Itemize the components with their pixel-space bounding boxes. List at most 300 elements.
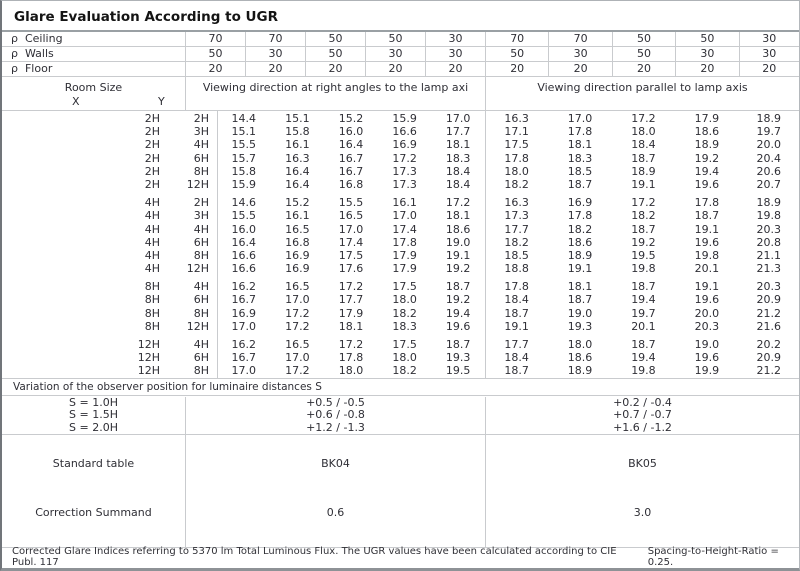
- right-angles-group-header: Viewing direction at right angles to the lamp axi: [185, 77, 485, 110]
- ugr-value: 17.3: [392, 177, 417, 191]
- ugr-value: 18.3: [567, 151, 593, 165]
- ugr-value: 18.7: [567, 177, 593, 191]
- ugr-value: 18.5: [567, 164, 593, 178]
- ugr-value: 19.1: [694, 280, 720, 294]
- ugr-value: 17.8: [694, 196, 720, 210]
- ugr-value: 18.6: [694, 125, 720, 139]
- ugr-value: 18.7: [694, 209, 720, 223]
- variation-values-right-angles: [185, 397, 485, 435]
- ugr-value: 19.4: [445, 306, 471, 320]
- ugr-value: 18.5: [504, 248, 529, 262]
- ugr-table-row: [2, 364, 799, 377]
- ugr-value: 17.9: [338, 306, 364, 320]
- ugr-value: 18.7: [567, 293, 593, 307]
- ugr-value: 18.9: [567, 248, 593, 262]
- ugr-value: 20.3: [756, 222, 782, 236]
- ugr-value: 19.5: [445, 364, 471, 378]
- ugr-value: 16.4: [285, 164, 310, 178]
- reflectance-value: 30: [675, 47, 738, 61]
- ugr-value: 19.8: [756, 209, 782, 223]
- ugr-table-row: [2, 262, 799, 275]
- ugr-value: 16.8: [338, 177, 364, 191]
- room-size-label: Room Size: [64, 81, 123, 94]
- ugr-value: 21.3: [756, 262, 782, 276]
- ugr-value: 18.0: [392, 293, 417, 307]
- reflectance-value: 30: [739, 32, 799, 46]
- ugr-value: 20.0: [756, 138, 782, 152]
- room-size-y: 8H: [193, 364, 209, 378]
- ugr-value: 19.3: [567, 319, 593, 333]
- ugr-value: 17.2: [445, 196, 471, 210]
- room-size-y: 6H: [193, 235, 209, 249]
- ugr-table-row: [2, 307, 799, 320]
- ugr-value: 17.8: [392, 235, 417, 249]
- ugr-value: 18.3: [392, 319, 417, 333]
- ugr-value: 16.1: [285, 138, 310, 152]
- ugr-value: 20.2: [756, 338, 782, 351]
- ugr-value: 17.0: [231, 364, 257, 378]
- ugr-value: 16.4: [338, 138, 364, 152]
- ugr-table-row: [2, 152, 799, 165]
- correction-summand-label: Correction Summand: [35, 505, 152, 519]
- ugr-value: 17.2: [285, 306, 310, 320]
- ugr-value: 16.6: [231, 262, 257, 276]
- ugr-value: 15.1: [285, 112, 310, 125]
- ugr-value: 16.7: [338, 151, 364, 165]
- ugr-value: 15.9: [231, 177, 257, 191]
- ugr-value: 15.5: [231, 209, 257, 223]
- ugr-value: 20.7: [756, 177, 782, 191]
- room-size-y: 3H: [193, 209, 209, 223]
- ugr-value: 17.3: [392, 164, 417, 178]
- ugr-value: 18.7: [504, 364, 529, 378]
- room-size-x: 4H: [144, 235, 160, 249]
- ugr-value: 20.6: [756, 164, 782, 178]
- ugr-table-row: [2, 165, 799, 178]
- ugr-value: 17.2: [631, 112, 656, 125]
- footer-note: [2, 548, 799, 567]
- reflectance-value: 20: [739, 62, 799, 76]
- reflectance-value: 20: [245, 62, 305, 76]
- variation-delta-right-angles: +0.6 / -0.8: [306, 408, 365, 422]
- room-size-x: 2H: [144, 125, 160, 139]
- room-size-y: 4H: [193, 338, 209, 351]
- ugr-table-row: [2, 138, 799, 151]
- ugr-value: 20.9: [756, 351, 782, 365]
- variation-delta-right-angles: +1.2 / -1.3: [306, 420, 365, 434]
- ugr-value: 18.7: [631, 151, 656, 165]
- ugr-value: 17.8: [567, 125, 593, 139]
- ugr-value: 19.1: [445, 248, 471, 262]
- room-size-x: 12H: [137, 338, 160, 351]
- ugr-value: 21.2: [756, 364, 782, 378]
- ugr-value: 16.3: [504, 112, 529, 125]
- ugr-value: 18.1: [567, 138, 593, 152]
- standard-table-row: [2, 435, 799, 493]
- room-size-x: 4H: [144, 222, 160, 236]
- ugr-value: 15.5: [338, 196, 364, 210]
- ugr-value: 15.8: [231, 164, 257, 178]
- ugr-value: 18.4: [445, 177, 471, 191]
- ugr-value: 16.1: [392, 196, 417, 210]
- ugr-table-row: [2, 223, 799, 236]
- ugr-table-row: [2, 236, 799, 249]
- room-size-y: 12H: [186, 262, 209, 276]
- ugr-value: 18.1: [445, 138, 471, 152]
- reflectance-value: 30: [245, 47, 305, 61]
- ugr-value: 19.0: [445, 235, 471, 249]
- reflectance-row: [2, 32, 799, 47]
- reflectance-value: 70: [485, 32, 548, 46]
- room-size-x: 8H: [144, 306, 160, 320]
- reflectance-value: 20: [485, 62, 548, 76]
- ugr-value: 17.8: [504, 280, 529, 294]
- variation-values-parallel: [485, 397, 799, 435]
- ugr-value: 16.2: [231, 280, 257, 294]
- room-size-x: 2H: [144, 164, 160, 178]
- ugr-table-row: [2, 351, 799, 364]
- ugr-value: 16.9: [285, 248, 310, 262]
- reflectance-value: 70: [245, 32, 305, 46]
- ugr-value: 15.5: [231, 138, 257, 152]
- ugr-value: 17.7: [338, 293, 364, 307]
- ugr-table-row: [2, 249, 799, 262]
- reflectance-value: 20: [185, 62, 245, 76]
- reflectance-value: 20: [612, 62, 675, 76]
- ugr-value: 18.7: [631, 222, 656, 236]
- ugr-value: 17.7: [504, 222, 529, 236]
- ugr-value: 16.0: [231, 222, 257, 236]
- room-size-x: 2H: [144, 177, 160, 191]
- room-size-y: 8H: [193, 306, 209, 320]
- ugr-value: 17.4: [392, 222, 417, 236]
- variation-table: [2, 396, 799, 435]
- ugr-value: 19.7: [631, 306, 656, 320]
- ugr-value: 18.0: [504, 164, 529, 178]
- ugr-table-row: [2, 338, 799, 351]
- reflectance-table: [2, 32, 799, 77]
- ugr-value: 15.2: [338, 112, 364, 125]
- room-size-y: 3H: [193, 125, 209, 139]
- room-size-y: 2H: [193, 196, 209, 210]
- room-size-x: 8H: [144, 293, 160, 307]
- room-size-x: 12H: [137, 364, 160, 378]
- ugr-value: 20.1: [631, 319, 656, 333]
- ugr-value: 19.6: [694, 293, 720, 307]
- ugr-value: 17.6: [338, 262, 364, 276]
- variation-distance-label: S = 2.0H: [69, 420, 118, 434]
- room-size-y: 6H: [193, 293, 209, 307]
- ugr-value: 16.7: [231, 351, 257, 365]
- ugr-table-row: [2, 209, 799, 222]
- ugr-table-row: [2, 196, 799, 209]
- variation-delta-parallel: +1.6 / -1.2: [613, 420, 672, 434]
- ugr-value: 17.0: [445, 112, 471, 125]
- ugr-value: 19.6: [694, 177, 720, 191]
- reflectance-value: 30: [425, 32, 485, 46]
- ugr-value: 16.9: [231, 306, 257, 320]
- room-size-x: 4H: [144, 209, 160, 223]
- ugr-value: 21.1: [756, 248, 782, 262]
- ugr-value: 17.2: [285, 364, 310, 378]
- ugr-value: 16.9: [285, 262, 310, 276]
- ugr-value: 18.4: [504, 293, 529, 307]
- room-size-x: 8H: [144, 280, 160, 294]
- ugr-value: 20.4: [756, 151, 782, 165]
- ugr-table-row: [2, 125, 799, 138]
- ugr-value: 19.8: [631, 364, 656, 378]
- ugr-value: 20.1: [694, 262, 720, 276]
- ugr-value: 17.4: [338, 235, 364, 249]
- ugr-value: 19.0: [567, 306, 593, 320]
- room-size-x: 4H: [144, 262, 160, 276]
- reflectance-row: [2, 62, 799, 77]
- ugr-value: 17.5: [392, 338, 417, 351]
- room-size-y: 4H: [193, 280, 209, 294]
- ugr-value: 17.0: [338, 222, 364, 236]
- ugr-table-row: [2, 293, 799, 306]
- ugr-value: 19.6: [445, 319, 471, 333]
- room-size-x: 4H: [144, 248, 160, 262]
- ugr-value: 17.5: [338, 248, 364, 262]
- ugr-value: 19.5: [631, 248, 656, 262]
- ugr-value: 19.6: [694, 351, 720, 365]
- ugr-value: 17.5: [392, 280, 417, 294]
- reflectance-value: 50: [612, 32, 675, 46]
- variation-labels: [2, 397, 185, 435]
- ugr-value: 18.7: [631, 280, 656, 294]
- ugr-value: 16.3: [285, 151, 310, 165]
- ugr-value: 18.7: [445, 338, 471, 351]
- room-size-y: 8H: [193, 164, 209, 178]
- ugr-value: 15.2: [285, 196, 310, 210]
- ugr-value: 18.7: [445, 280, 471, 294]
- ugr-value: 16.4: [285, 177, 310, 191]
- ugr-value: 17.2: [392, 151, 417, 165]
- ugr-value: 19.4: [631, 351, 656, 365]
- ugr-value: 19.2: [445, 293, 471, 307]
- ugr-value: 21.2: [756, 306, 782, 320]
- room-size-y: 4H: [193, 222, 209, 236]
- ugr-value: 17.2: [338, 280, 364, 294]
- ugr-value: 19.9: [694, 364, 720, 378]
- reflectance-row: [2, 47, 799, 62]
- ugr-value: 19.2: [445, 262, 471, 276]
- ugr-value: 17.2: [631, 196, 656, 210]
- ugr-value: 19.4: [694, 164, 720, 178]
- reflectance-value: 20: [365, 62, 425, 76]
- x-column-label: X: [72, 95, 80, 108]
- room-size-x: 12H: [137, 351, 160, 365]
- ugr-row-group: [2, 196, 799, 275]
- ugr-value: 16.4: [231, 235, 257, 249]
- variation-section-title: Variation of the observer position for luminaire distances S: [2, 379, 799, 396]
- ugr-value: 20.0: [694, 306, 720, 320]
- ugr-value: 15.8: [285, 125, 310, 139]
- room-size-x: 4H: [144, 196, 160, 210]
- ugr-value: 19.8: [631, 262, 656, 276]
- footer-ratio: Spacing-to-Height-Ratio = 0.25.: [647, 546, 779, 569]
- ugr-value: 19.1: [631, 177, 656, 191]
- variation-delta-parallel: +0.2 / -0.4: [613, 395, 672, 409]
- ugr-table-row: [2, 112, 799, 125]
- standard-table-value-right: BK05: [485, 435, 799, 493]
- ugr-value: 18.9: [567, 364, 593, 378]
- room-size-y: 6H: [193, 351, 209, 365]
- room-size-x: 2H: [144, 138, 160, 152]
- ugr-value: 18.4: [631, 138, 656, 152]
- room-size-header: [2, 77, 185, 110]
- variation-delta-parallel: +0.7 / -0.7: [613, 408, 672, 422]
- reflectance-value: 30: [425, 47, 485, 61]
- ugr-value: 18.2: [392, 306, 417, 320]
- ugr-value: 15.9: [392, 112, 417, 125]
- ugr-value: 19.3: [445, 351, 471, 365]
- ugr-value: 19.1: [694, 222, 720, 236]
- ugr-value: 17.7: [445, 125, 471, 139]
- ugr-value: 17.0: [285, 351, 310, 365]
- ugr-value: 18.9: [631, 164, 656, 178]
- reflectance-label: ρ Ceiling: [11, 32, 63, 45]
- ugr-value: 19.2: [631, 235, 656, 249]
- ugr-table-row: [2, 280, 799, 293]
- ugr-value: 18.2: [392, 364, 417, 378]
- correction-summand-value-right: 3.0: [485, 493, 799, 547]
- ugr-value: 16.0: [338, 125, 364, 139]
- ugr-value: 16.6: [231, 248, 257, 262]
- reflectance-value: 50: [485, 47, 548, 61]
- ugr-value: 16.5: [285, 280, 310, 294]
- ugr-value: 18.9: [694, 138, 720, 152]
- ugr-table: [2, 111, 799, 379]
- ugr-value: 19.6: [694, 235, 720, 249]
- ugr-value: 17.3: [504, 209, 529, 223]
- room-size-y: 2H: [193, 112, 209, 125]
- ugr-value: 18.1: [445, 209, 471, 223]
- ugr-value: 20.8: [756, 235, 782, 249]
- ugr-value: 17.8: [567, 209, 593, 223]
- ugr-value: 15.1: [231, 125, 257, 139]
- reflectance-value: 30: [548, 47, 611, 61]
- reflectance-value: 50: [305, 47, 365, 61]
- ugr-value: 18.0: [392, 351, 417, 365]
- ugr-value: 17.5: [504, 138, 529, 152]
- room-size-y: 4H: [193, 138, 209, 152]
- ugr-value: 15.7: [231, 151, 257, 165]
- ugr-value: 18.1: [338, 319, 364, 333]
- ugr-value: 18.6: [567, 235, 593, 249]
- ugr-table-row: [2, 320, 799, 333]
- ugr-value: 20.3: [756, 280, 782, 294]
- ugr-value: 19.1: [504, 319, 529, 333]
- correction-summand-value-left: 0.6: [185, 493, 485, 547]
- ugr-value: 21.6: [756, 319, 782, 333]
- room-size-y: 8H: [193, 248, 209, 262]
- ugr-value: 18.7: [504, 306, 529, 320]
- reflectance-value: 50: [305, 32, 365, 46]
- ugr-value: 18.4: [445, 164, 471, 178]
- ugr-value: 19.0: [694, 338, 720, 351]
- ugr-value: 17.8: [338, 351, 364, 365]
- ugr-value: 18.9: [756, 196, 782, 210]
- ugr-value: 18.2: [567, 222, 593, 236]
- ugr-value: 16.3: [504, 196, 529, 210]
- title-bar: [2, 1, 799, 32]
- ugr-value: 19.4: [631, 293, 656, 307]
- variation-delta-right-angles: +0.5 / -0.5: [306, 395, 365, 409]
- ugr-value: 18.2: [504, 235, 529, 249]
- ugr-value: 18.0: [631, 125, 656, 139]
- ugr-value: 18.3: [445, 151, 471, 165]
- ugr-value: 19.8: [694, 248, 720, 262]
- ugr-value: 16.2: [231, 338, 257, 351]
- room-size-x: 8H: [144, 319, 160, 333]
- variation-distance-label: S = 1.0H: [69, 395, 118, 409]
- reflectance-value: 30: [365, 47, 425, 61]
- ugr-value: 18.6: [567, 351, 593, 365]
- standard-table-value-left: BK04: [185, 435, 485, 493]
- variation-distance-label: S = 1.5H: [69, 408, 118, 422]
- ugr-value: 18.6: [445, 222, 471, 236]
- ugr-value: 17.9: [392, 248, 417, 262]
- ugr-row-group: [2, 112, 799, 191]
- ugr-value: 16.5: [285, 338, 310, 351]
- reflectance-value: 20: [305, 62, 365, 76]
- ugr-value: 17.2: [285, 319, 310, 333]
- reflectance-value: 50: [675, 32, 738, 46]
- ugr-value: 20.9: [756, 293, 782, 307]
- room-size-y: 6H: [193, 151, 209, 165]
- ugr-value: 16.9: [567, 196, 593, 210]
- ugr-value: 19.2: [694, 151, 720, 165]
- reflectance-value: 50: [185, 47, 245, 61]
- reflectance-value: 20: [548, 62, 611, 76]
- page-title: Glare Evaluation According to UGR: [14, 9, 278, 25]
- ugr-value: 17.9: [694, 112, 720, 125]
- ugr-value: 16.9: [392, 138, 417, 152]
- summary-section: [2, 435, 799, 548]
- room-size-y: 12H: [186, 177, 209, 191]
- ugr-value: 16.1: [285, 209, 310, 223]
- ugr-value: 18.4: [504, 351, 529, 365]
- ugr-value: 18.2: [504, 177, 529, 191]
- standard-table-label: Standard table: [52, 457, 135, 471]
- ugr-value: 18.0: [567, 338, 593, 351]
- ugr-value: 17.0: [285, 293, 310, 307]
- reflectance-value: 70: [185, 32, 245, 46]
- room-size-x: 2H: [144, 112, 160, 125]
- ugr-value: 18.8: [504, 262, 529, 276]
- ugr-value: 19.1: [567, 262, 593, 276]
- table-divider: [217, 111, 218, 378]
- ugr-value: 16.5: [338, 209, 364, 223]
- ugr-value: 14.6: [231, 196, 257, 210]
- ugr-value: 18.1: [567, 280, 593, 294]
- ugr-value: 16.6: [392, 125, 417, 139]
- ugr-value: 16.7: [231, 293, 257, 307]
- parallel-group-header: Viewing direction parallel to lamp axis: [485, 77, 799, 110]
- ugr-value: 17.1: [504, 125, 529, 139]
- column-header-row: [2, 77, 799, 111]
- ugr-value: 16.7: [338, 164, 364, 178]
- ugr-value: 16.5: [285, 222, 310, 236]
- correction-summand-row: [2, 493, 799, 547]
- reflectance-label: ρ Floor: [11, 62, 53, 75]
- ugr-value: 18.9: [756, 112, 782, 125]
- room-size-x: 2H: [144, 151, 160, 165]
- footer-text: Corrected Glare Indices referring to 5370 lm Total Luminous Flux. The UGR values have been calculated according to CIE Publ. 117: [12, 546, 617, 569]
- ugr-value: 14.4: [231, 112, 257, 125]
